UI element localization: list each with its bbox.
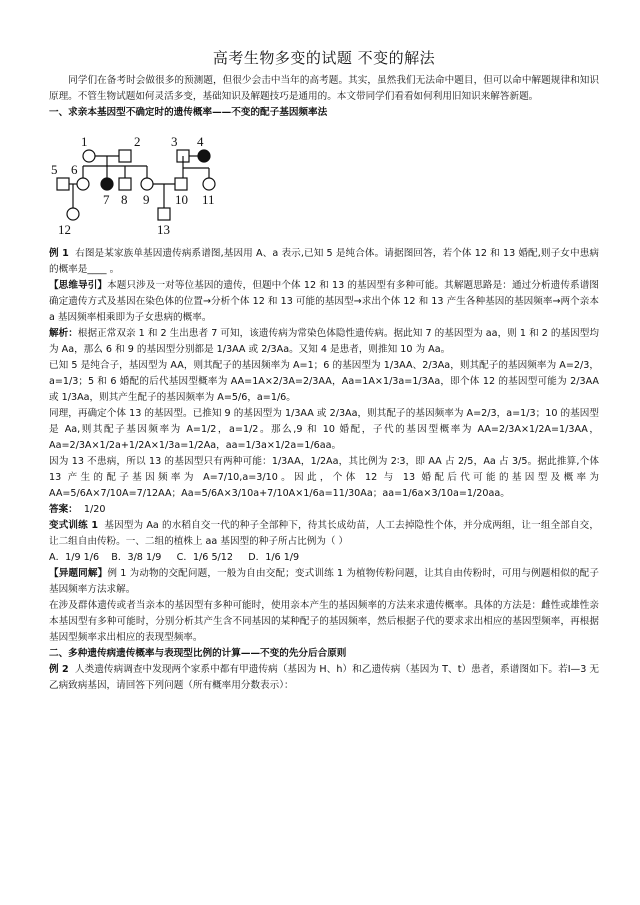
example-1-label: 例 1 bbox=[49, 248, 69, 259]
option-b: B．3/8 1/9 bbox=[111, 552, 162, 563]
pedigree-chart bbox=[49, 128, 229, 238]
option-d: D．1/6 1/9 bbox=[248, 552, 300, 563]
guide-paragraph bbox=[49, 278, 599, 326]
pedigree-individual-12 bbox=[67, 208, 79, 220]
pedigree-label-4: 4 bbox=[197, 134, 204, 149]
intro-paragraph: 同学们在备考时会做很多的预测题，但很少会击中当年的高考题。其实，虽然我们无法命中题目，但可以命中解题规律和知识原理。不管生物试题如何灵活多变，基础知识及解题技巧是通用的。本文带同学们看看如何利用旧知识来解答新题。 bbox=[49, 75, 599, 102]
example-2-label: 例 2 bbox=[49, 664, 69, 675]
pedigree-individual-6 bbox=[77, 178, 89, 190]
pedigree-label-10: 10 bbox=[175, 192, 188, 207]
answer-value: 1/20 bbox=[83, 504, 106, 515]
pedigree-individual-5 bbox=[57, 178, 69, 190]
answer-line bbox=[49, 502, 599, 518]
pedigree-individual-9 bbox=[141, 178, 153, 190]
pedigree-individual-8 bbox=[119, 178, 131, 190]
pedigree-individual-11 bbox=[203, 178, 215, 190]
pedigree-label-3: 3 bbox=[171, 134, 178, 149]
section-heading-1: 一、求亲本基因型不确定时的遗传概率——不变的配子基因频率法 bbox=[49, 107, 328, 118]
pedigree-individual-7 bbox=[101, 178, 113, 190]
pedigree-label-7: 7 bbox=[103, 192, 110, 207]
example-2 bbox=[49, 662, 599, 694]
pedigree-label-8: 8 bbox=[121, 192, 128, 207]
analysis-paragraph-4: 因为 13 不患病，所以 13 的基因型只有两种可能：1/3AA，1/2Aa，其比例为 2∶3，即 AA 占 2/5，Aa 占 3/5。据此推算,个体 13 产生的配子基因频率为 A=7/10,a=3/10。因此，个体 12 与 13 婚配后代可能的基因型及概率为 AA=5/6A×7/10A=7/12AA；Aa=5/6A×3/10a+7/10A×1/6a=11/30Aa；aa=1/6a×3/10a=1/20aa。 bbox=[49, 456, 599, 499]
example-1-text: 右图是某家族单基因遗传病系谱图,基因用 A、a 表示,已知 5 是纯合体。请据图回答，若个体 12 和 13 婚配,则子女中患病的概率是____ 。 bbox=[49, 248, 599, 275]
analysis-text-1: 根据正常双亲 1 和 2 生出患者 7 可知，该遗传病为常染色体隐性遗传病。据此知 7 的基因型为 aa，则 1 和 2 的基因型均为 Aa，那么 6 和 9 的基因型分别都是 1/3AA 或 2/3Aa。又知 4 是患者，则推知 10 为 Aa。 bbox=[49, 328, 599, 355]
pedigree-individual-10 bbox=[175, 178, 187, 190]
pedigree-label-2: 2 bbox=[134, 134, 141, 149]
variant-label: 变式训练 1 bbox=[49, 520, 98, 531]
example-1 bbox=[49, 246, 599, 278]
guide-text: 本题只涉及一对等位基因的遗传，但题中个体 12 和 13 的基因型有多种可能。其解题思路是：通过分析遗传系谱图确定遗传方式及基因在染色体的位置→分析个体 12 和 13 可能的基因型→求出个体 12 和 13 产生各种基因的基因频率→两个亲本 a 基因频率相乘即为子女患病的概率。 bbox=[49, 280, 599, 323]
diff-paragraph bbox=[49, 566, 599, 598]
pedigree-label-5: 5 bbox=[51, 162, 58, 177]
option-c: C．1/6 5/12 bbox=[176, 552, 233, 563]
summary-paragraph: 在涉及群体遗传或者当亲本的基因型有多种可能时，使用亲本产生的基因频率的方法来求遗传概率。具体的方法是：雌性或雄性亲本基因型有多种可能时，分别分析其产生含不同基因的某种配子的基因频率，然后根据子代的要求求出相应的基因型频率，再根据基因型频率求出相应的表现型频率。 bbox=[49, 600, 599, 643]
variant-text: 基因型为 Aa 的水稻自交一代的种子全部种下，待其长成幼苗，人工去掉隐性个体，并分成两组，让一组全部自交，让二组自由传粉。一、二组的植株上 aa 基因型的种子所占比例为（ ） bbox=[49, 520, 599, 547]
pedigree-figure bbox=[49, 128, 599, 238]
variant-training-1 bbox=[49, 518, 599, 550]
option-a: A．1/9 1/6 bbox=[49, 552, 100, 563]
analysis-label: 解析： bbox=[49, 328, 78, 339]
example-2-text: 人类遗传病调查中发现两个家系中都有甲遗传病（基因为 H、h）和乙遗传病（基因为 T、t）患者，系谱图如下。若Ⅰ—3 无乙病致病基因，请回答下列问题（所有概率用分数表示）： bbox=[49, 664, 600, 691]
answer-label: 答案： bbox=[49, 504, 78, 515]
pedigree-label-13: 13 bbox=[157, 222, 170, 237]
pedigree-individual-1 bbox=[83, 150, 95, 162]
analysis-paragraph-3: 同理，再确定个体 13 的基因型。已推知 9 的基因型为 1/3AA 或 2/3Aa，则其配子的基因频率为 A=2/3，a=1/3；10 的基因型是 Aa,则其配子基因频率为 A=1/2，a=1/2。那么,9 和 10 婚配，子代的基因型概率为 AA=2/3A×1/2A=1/3AA，Aa=2/3A×1/2a+1/2A×1/3a=1/2Aa，aa=1/3a×1/2a=1/6aa。 bbox=[49, 408, 599, 451]
guide-label: 【思维导引】 bbox=[49, 280, 108, 291]
analysis-paragraph-1 bbox=[49, 326, 599, 358]
pedigree-label-1: 1 bbox=[81, 134, 88, 149]
pedigree-label-11: 11 bbox=[202, 192, 215, 207]
pedigree-individual-13 bbox=[158, 208, 170, 220]
section-heading-2: 二、多种遗传病遗传概率与表现型比例的计算——不变的先分后合原则 bbox=[49, 648, 347, 659]
pedigree-label-6: 6 bbox=[71, 162, 78, 177]
pedigree-individual-4 bbox=[198, 150, 210, 162]
diff-text: 例 1 为动物的交配问题，一般为自由交配；变式训练 1 为植物传粉问题，让其自由传粉时，可用与例题相似的配子基因频率方法求解。 bbox=[49, 568, 600, 595]
pedigree-label-12: 12 bbox=[58, 222, 71, 237]
options-line bbox=[49, 550, 599, 566]
analysis-paragraph-2: 已知 5 是纯合子，基因型为 AA，则其配子的基因频率为 A=1；6 的基因型为 1/3AA、2/3Aa，则其配子的基因频率为 A=2/3，a=1/3；5 和 6 婚配的后代基因型概率为 AA=1A×2/3A=2/3AA，Aa=1A×1/3a=1/3Aa，即个体 12 的基因型可能为 2/3AA 或 1/3Aa，则其产生配子的基因频率为 A=5/6，a=1/6。 bbox=[49, 360, 599, 403]
pedigree-individual-2 bbox=[119, 150, 131, 162]
pedigree-label-9: 9 bbox=[143, 192, 150, 207]
diff-label: 【异题同解】 bbox=[49, 568, 108, 579]
document-page bbox=[49, 48, 599, 694]
page-title: 高考生物多变的试题 不变的解法 bbox=[212, 49, 436, 67]
